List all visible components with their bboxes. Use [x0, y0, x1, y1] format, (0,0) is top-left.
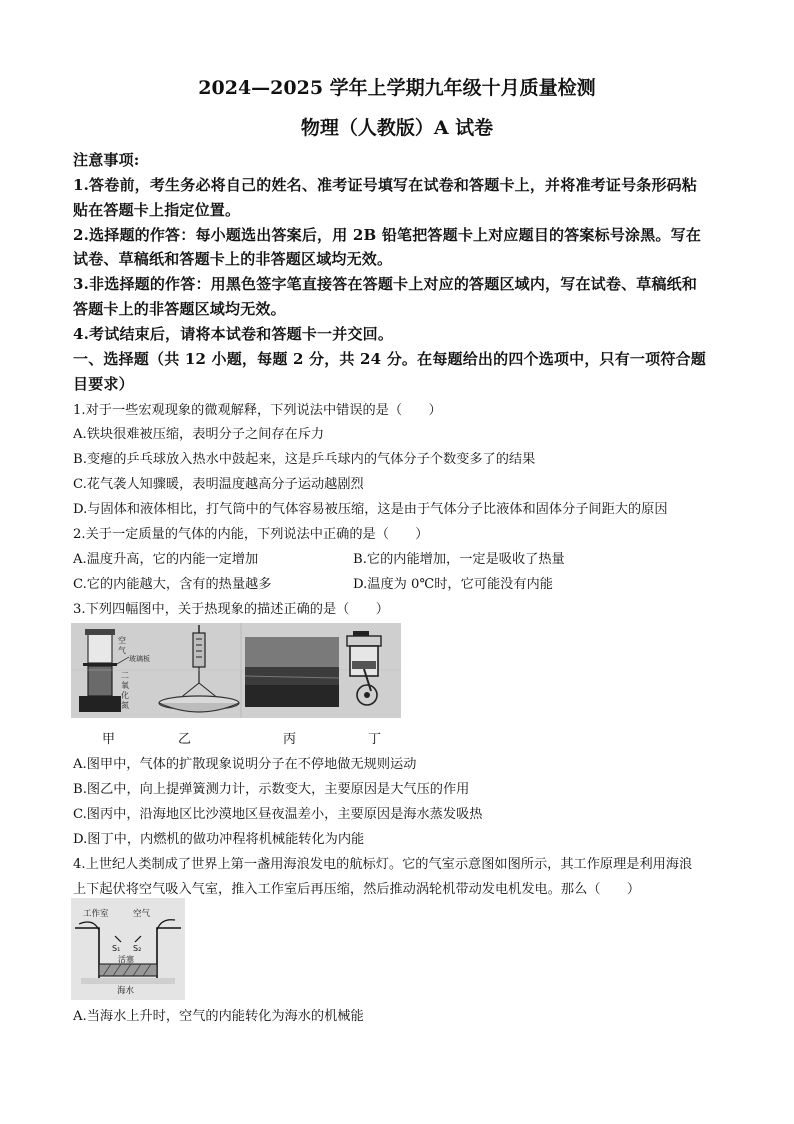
notice-line: 3.非选择题的作答：用黑色签字笔直接答在答题卡上对应的答题区域内，写在试卷、草稿纸和 — [73, 275, 698, 293]
q3-option-a: A.图甲中，气体的扩散现象说明分子在不停地做无规则运动 — [73, 757, 417, 772]
section-heading: 一、选择题（共 12 小题，每题 2 分，共 24 分。在每题给出的四个选项中，只有一项符合题 — [73, 350, 706, 368]
q2-option-d: D.温度为 0℃时，它可能没有内能 — [353, 577, 553, 592]
q3-label-hua: 化 — [121, 691, 129, 700]
q4-label-piston: 活塞 — [118, 955, 134, 964]
exam-subtitle: 物理（人教版）A 试卷 — [300, 117, 494, 139]
notice-line: 贴在答题卡上指定位置。 — [73, 201, 241, 219]
q1-stem: 1.对于一些宏观现象的微观解释，下列说法中错误的是（ ） — [73, 403, 442, 418]
notice-line: 答题卡上的非答题区域均无效。 — [73, 300, 286, 318]
q3-option-c: C.图丙中，沿海地区比沙漠地区昼夜温差小，主要原因是海水蒸发吸热 — [73, 807, 483, 822]
q3-caption-jia: 甲 — [102, 732, 116, 747]
q3-label-dan: 氮 — [121, 701, 129, 710]
q1-option-a: A.铁块很难被压缩，表明分子之间存在斥力 — [73, 427, 325, 442]
q1-option-c: C.花气袭人知骤暖，表明温度越高分子运动越剧烈 — [73, 477, 364, 492]
q4-stem-cont: 上下起伏将空气吸入气室，推入工作室后再压缩，然后推动涡轮机带动发电机发电。那么（ ） — [73, 882, 641, 897]
q3-figure — [71, 623, 401, 718]
q3-label-er: 二 — [121, 671, 129, 680]
q4-option-a: A.当海水上升时，空气的内能转化为海水的机械能 — [73, 1009, 364, 1024]
q3-stem: 3.下列四幅图中，关于热现象的描述正确的是（ ） — [73, 602, 389, 617]
q4-label-s2: S₂ — [133, 944, 142, 953]
q4-figure — [71, 898, 185, 1000]
q3-figure-drawing — [71, 623, 401, 718]
exam-title: 2024—2025 学年上学期九年级十月质量检测 — [198, 77, 596, 99]
q3-caption-bing: 丙 — [283, 732, 297, 747]
notice-line: 试卷、草稿纸和答题卡上的非答题区域均无效。 — [73, 250, 393, 268]
q3-option-d: D.图丁中，内燃机的做功冲程将机械能转化为内能 — [73, 832, 365, 847]
q3-caption-yi: 乙 — [178, 732, 192, 747]
q4-label-air: 空气 — [133, 909, 151, 919]
q2-option-a: A.温度升高，它的内能一定增加 — [73, 552, 259, 567]
notice-line: 4.考试结束后，请将本试卷和答题卡一并交回。 — [73, 325, 394, 343]
q3-label-qi: 气 — [118, 646, 126, 655]
q3-label-glass: 玻璃板 — [129, 655, 150, 663]
q4-label-s1: S₁ — [112, 944, 121, 953]
q3-option-b: B.图乙中，向上提弹簧测力计，示数变大，主要原因是大气压的作用 — [73, 782, 470, 797]
q4-label-work-room: 工作室 — [83, 909, 109, 919]
notice-line: 1.答卷前，考生务必将自己的姓名、准考证号填写在试卷和答题卡上，并将准考证号条形码粘 — [73, 176, 698, 194]
q2-option-c: C.它的内能越大，含有的热量越多 — [73, 577, 272, 592]
q4-stem: 4.上世纪人类制成了世界上第一盏用海浪发电的航标灯。它的气室示意图如图所示，其工作原理是利用海浪 — [73, 857, 693, 872]
notice-line: 2.选择题的作答：每小题选出答案后，用 2B 铅笔把答题卡上对应题目的答案标号涂黑。写在 — [73, 226, 702, 244]
q1-option-d: D.与固体和液体相比，打气筒中的气体容易被压缩，这是由于气体分子比液体和固体分子间距大的原因 — [73, 502, 668, 517]
q1-option-b: B.变瘪的乒乓球放入热水中鼓起来，这是乒乓球内的气体分子个数变多了的结果 — [73, 452, 536, 467]
q4-label-sea: 海水 — [117, 986, 135, 996]
q4-figure-drawing — [71, 898, 185, 1000]
q3-caption-ding: 丁 — [368, 732, 382, 747]
q2-stem: 2.关于一定质量的气体的内能，下列说法中正确的是（ ） — [73, 527, 429, 542]
q3-label-kong: 空 — [118, 636, 126, 645]
q3-label-yang: 氧 — [121, 681, 129, 690]
section-heading-cont: 目要求） — [73, 375, 134, 393]
q2-option-b: B.它的内能增加，一定是吸收了热量 — [353, 552, 565, 567]
notice-heading: 注意事项: — [73, 151, 140, 169]
